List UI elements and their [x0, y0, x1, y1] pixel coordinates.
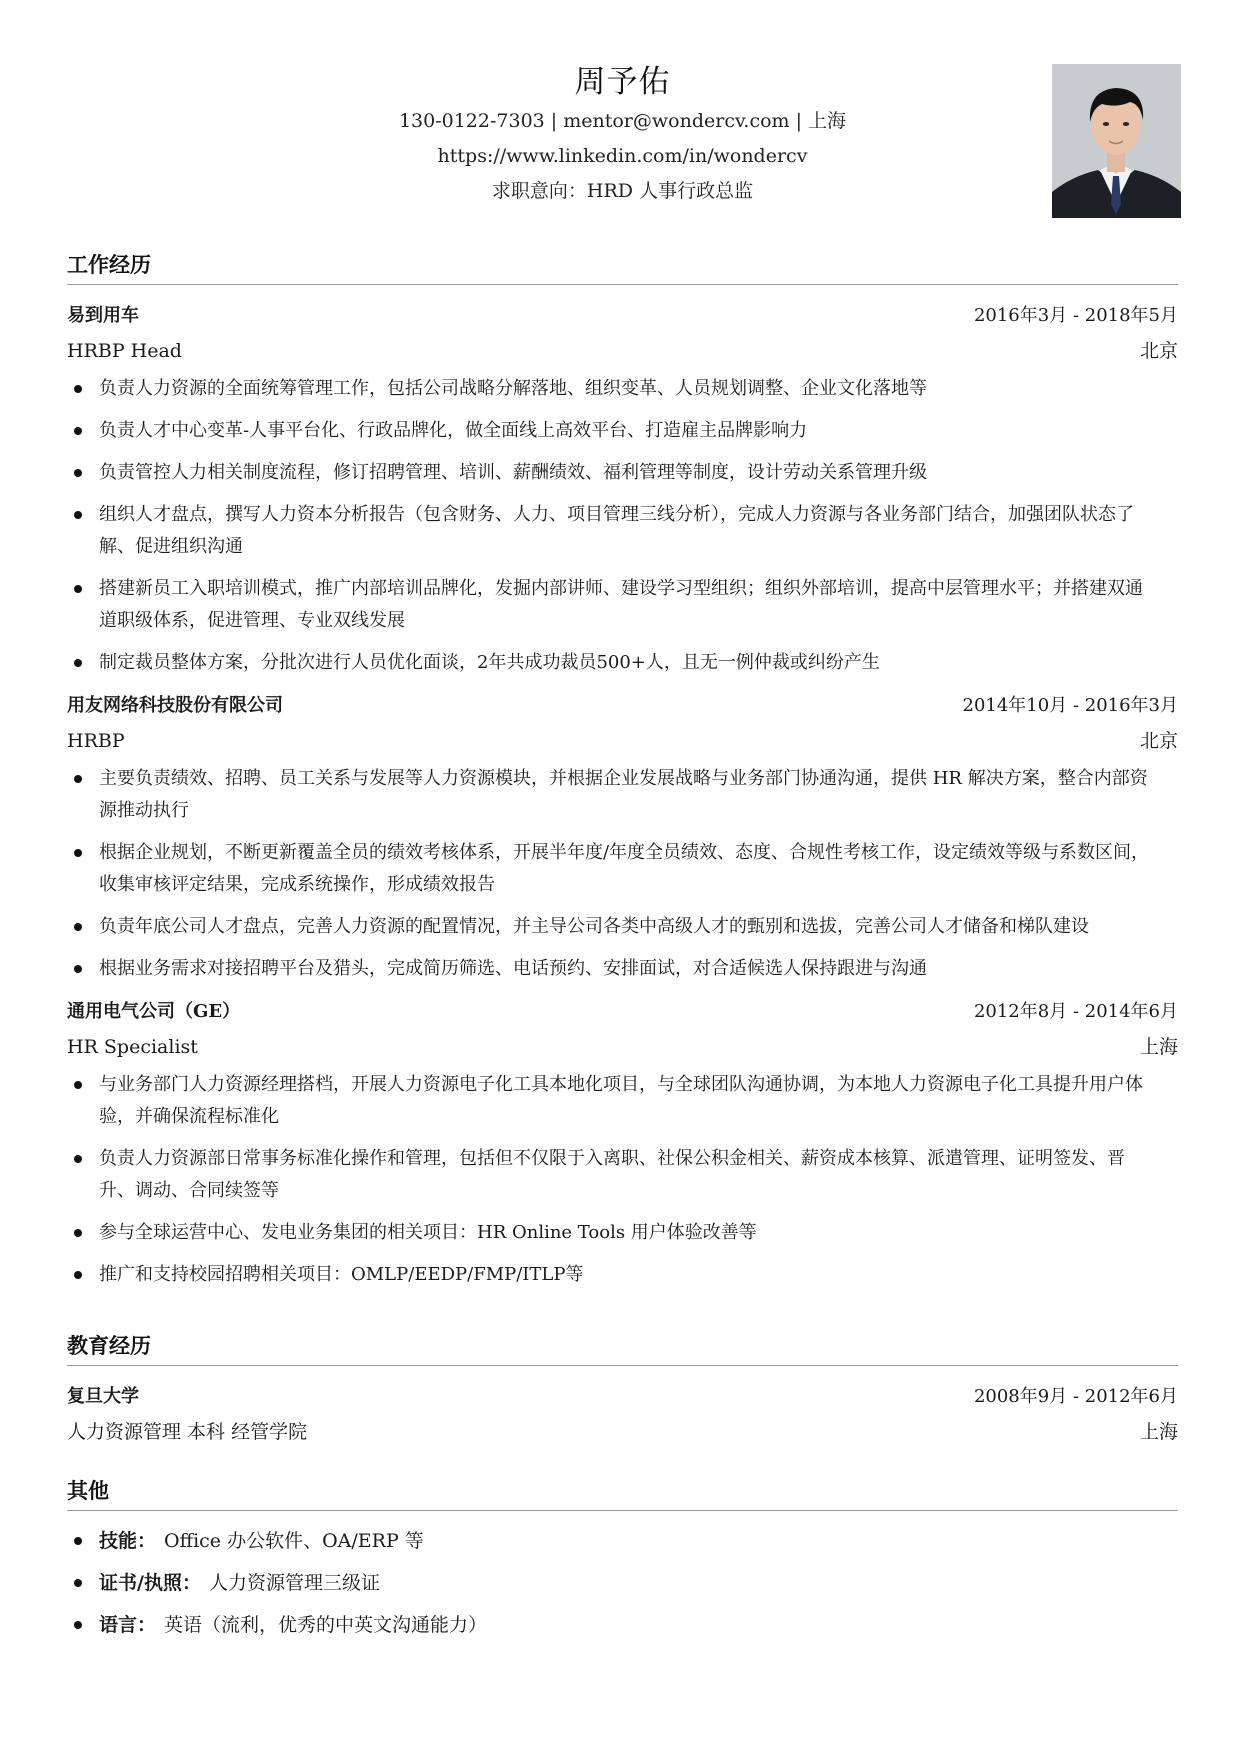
other-item-label: 证书/执照： [99, 1572, 201, 1594]
job-bullets [67, 1069, 1178, 1291]
job-role: HRBP [67, 730, 125, 752]
other-section [67, 1476, 1178, 1651]
other-item-label: 语言： [99, 1614, 157, 1636]
section-title: 其他 [67, 1476, 1178, 1511]
bullet-item: 负责年底公司人才盘点，完善人力资源的配置情况，并主导公司各类中高级人才的甄别和选拔，完善公司人才储备和梯队建设 [67, 911, 1178, 943]
company-name: 用友网络科技股份有限公司 [67, 695, 283, 716]
bullet-item: 推广和支持校园招聘相关项目：OMLP/EEDP/FMP/ITLP等 [67, 1259, 1178, 1291]
bullet-item: 负责人力资源部日常事务标准化操作和管理，包括但不仅限于入离职、社保公积金相关、薪资成本核算、派遣管理、证明签发、晋升、调动、合同续签等 [67, 1143, 1178, 1207]
candidate-name: 周予佑 [574, 64, 671, 100]
education-detail: 人力资源管理 本科 经管学院 [67, 1421, 308, 1443]
bullet-item: 负责管控人力相关制度流程，修订招聘管理、培训、薪酬绩效、福利管理等制度，设计劳动关系管理升级 [67, 457, 1178, 489]
other-list [67, 1525, 1178, 1641]
job-dates: 2016年3月 - 2018年5月 [973, 305, 1178, 326]
other-item-label: 技能： [99, 1530, 157, 1552]
job-bullets [67, 763, 1178, 985]
section-title: 工作经历 [67, 250, 1178, 285]
education-location: 上海 [1139, 1421, 1178, 1443]
other-item [67, 1567, 1178, 1599]
company-name: 易到用车 [67, 305, 139, 326]
other-item [67, 1609, 1178, 1641]
bullet-item: 与业务部门人力资源经理搭档，开展人力资源电子化工具本地化项目，与全球团队沟通协调，为本地人力资源电子化工具提升用户体验，并确保流程标准化 [67, 1069, 1178, 1133]
resume-page [67, 0, 1178, 1754]
job-location: 上海 [1139, 1036, 1178, 1058]
bullet-item: 负责人才中心变革-人事平台化、行政品牌化，做全面线上高效平台、打造雇主品牌影响力 [67, 415, 1178, 447]
job-entry [67, 995, 1178, 1291]
job-objective: 求职意向：HRD 人事行政总监 [491, 180, 754, 202]
work-experience-section [67, 250, 1178, 1301]
bullet-item: 负责人力资源的全面统筹管理工作，包括公司战略分解落地、组织变革、人员规划调整、企业文化落地等 [67, 373, 1178, 405]
job-location: 北京 [1139, 340, 1178, 362]
bullet-item: 组织人才盘点，撰写人力资本分析报告（包含财务、人力、项目管理三线分析），完成人力资源与各业务部门结合，加强团队状态了解、促进组织沟通 [67, 499, 1178, 563]
resume-header [67, 60, 1178, 209]
portrait-image [1052, 64, 1181, 218]
profile-photo [1052, 64, 1181, 218]
linkedin-url: https://www.linkedin.com/in/wondercv [437, 145, 808, 167]
job-location: 北京 [1139, 730, 1178, 752]
jobs-list [67, 299, 1178, 1291]
job-dates: 2012年8月 - 2014年6月 [973, 1001, 1178, 1022]
job-dates: 2014年10月 - 2016年3月 [962, 695, 1178, 716]
school-name: 复旦大学 [67, 1386, 139, 1407]
bullet-item: 根据企业规划，不断更新覆盖全员的绩效考核体系，开展半年度/年度全员绩效、态度、合规性考核工作，设定绩效等级与系数区间，收集审核评定结果，完成系统操作，形成绩效报告 [67, 837, 1178, 901]
job-role: HRBP Head [67, 340, 182, 362]
company-name: 通用电气公司（GE） [67, 1001, 241, 1022]
bullet-item: 主要负责绩效、招聘、员工关系与发展等人力资源模块，并根据企业发展战略与业务部门协通沟通，提供 HR 解决方案，整合内部资源推动执行 [67, 763, 1178, 827]
bullet-item: 搭建新员工入职培训模式，推广内部培训品牌化，发掘内部讲师、建设学习型组织；组织外部培训，提高中层管理水平；并搭建双通道职级体系，促进管理、专业双线发展 [67, 573, 1178, 637]
other-item-value: 人力资源管理三级证 [208, 1572, 380, 1594]
bullet-item: 参与全球运营中心、发电业务集团的相关项目：HR Online Tools 用户体验改善等 [67, 1217, 1178, 1249]
bullet-item: 制定裁员整体方案，分批次进行人员优化面谈，2年共成功裁员500+人，且无一例仲裁或纠纷产生 [67, 647, 1178, 679]
other-item-value: 英语（流利，优秀的中英文沟通能力） [164, 1614, 488, 1636]
other-item [67, 1525, 1178, 1557]
job-entry [67, 299, 1178, 679]
education-section [67, 1331, 1178, 1450]
job-entry [67, 689, 1178, 985]
job-bullets [67, 373, 1178, 679]
other-item-value: Office 办公软件、OA/ERP 等 [164, 1530, 424, 1552]
education-dates: 2008年9月 - 2012年6月 [973, 1386, 1178, 1407]
contact-info: 130-0122-7303 | mentor@wondercv.com | 上海 [398, 110, 847, 132]
bullet-item: 根据业务需求对接招聘平台及猎头，完成简历筛选、电话预约、安排面试，对合适候选人保持跟进与沟通 [67, 953, 1178, 985]
education-entry [67, 1380, 1178, 1450]
job-role: HR Specialist [67, 1036, 198, 1058]
section-title: 教育经历 [67, 1331, 1178, 1366]
